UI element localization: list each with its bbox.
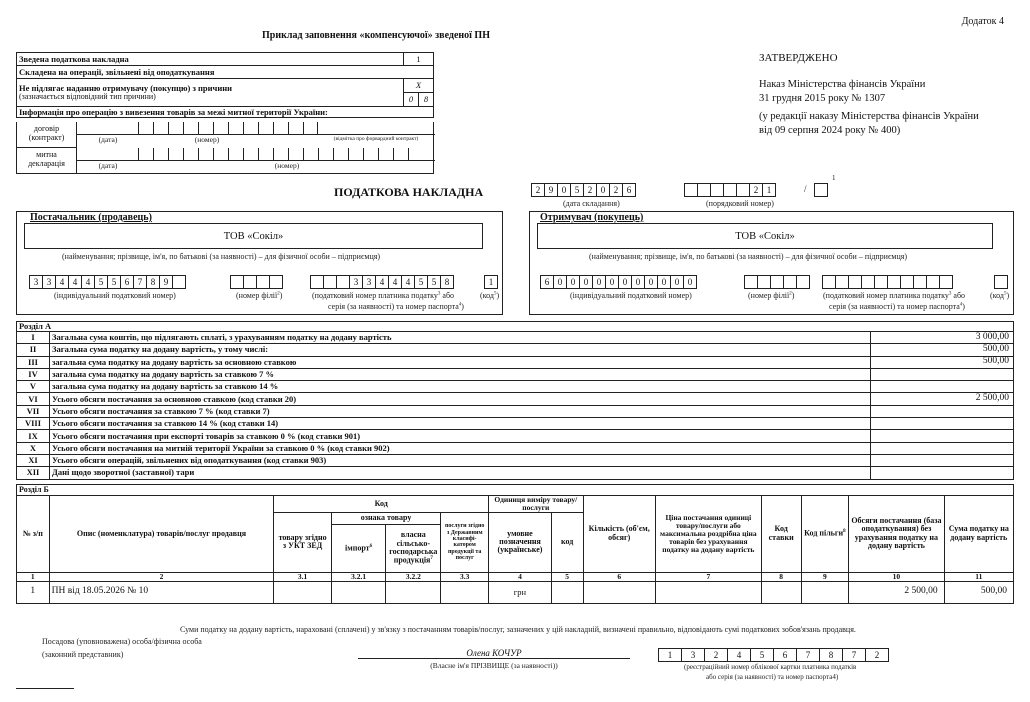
row-cell[interactable] xyxy=(551,581,583,603)
consolidated-invoice-label: Зведена податкова накладна xyxy=(17,53,404,66)
contract-number-caption: (номер) xyxy=(194,135,220,144)
column-number: 10 xyxy=(849,572,944,581)
tax-digit[interactable]: 3 xyxy=(349,275,363,289)
addendum-label: Додаток 4 xyxy=(961,16,1004,27)
seller-code-cell[interactable]: 1 xyxy=(484,275,498,289)
ipn-digit[interactable]: 0 xyxy=(579,275,593,289)
seller-code-caption: (код$^5$) xyxy=(480,291,500,300)
row-cell[interactable] xyxy=(331,581,386,603)
section-a-row xyxy=(17,344,1014,356)
ipn-digit[interactable]: 4 xyxy=(55,275,69,289)
tax-digit[interactable]: 3 xyxy=(362,275,376,289)
reg-caption-2: або серія (за наявності) та номер паспорта4) xyxy=(706,673,839,681)
number-branch-cell[interactable] xyxy=(814,183,828,197)
ipn-digit[interactable]: 0 xyxy=(683,275,697,289)
row-cell[interactable] xyxy=(441,581,489,603)
reg-digit[interactable]: 2 xyxy=(865,648,889,662)
date-digit[interactable]: 5 xyxy=(570,183,584,197)
contract-label: договір (контракт) xyxy=(17,122,77,148)
row-unit[interactable]: грн xyxy=(489,581,552,603)
section-a-row xyxy=(17,356,1014,368)
number-slash: / xyxy=(804,184,807,194)
section-a-row-value[interactable]: 500,00 xyxy=(871,356,1014,368)
invoice-type-table xyxy=(16,52,434,118)
col-volume-header: Обсяги постачання (база оподаткування) без урахування податку на додану вартість xyxy=(849,496,944,573)
reg-digit[interactable]: 7 xyxy=(842,648,866,662)
ipn-digit[interactable]: 6 xyxy=(120,275,134,289)
tax-digit[interactable]: 5 xyxy=(427,275,441,289)
ipn-digit[interactable] xyxy=(172,275,186,289)
column-number: 1 xyxy=(17,572,50,581)
section-a-row-value[interactable]: 3 000,00 xyxy=(871,332,1014,344)
section-a-row-value[interactable] xyxy=(871,467,1014,479)
ipn-digit[interactable]: 5 xyxy=(107,275,121,289)
column-number: 3.1 xyxy=(274,572,331,581)
edition-line-1: (у редакції наказу Міністерства фінансів України xyxy=(759,111,979,122)
col-num-header: № з/п xyxy=(17,496,50,573)
customs-date-caption: (дата) xyxy=(98,161,118,170)
export-details-grid xyxy=(16,122,434,174)
ipn-digit[interactable]: 3 xyxy=(29,275,43,289)
number-digit[interactable] xyxy=(723,183,737,197)
ipn-digit[interactable]: 4 xyxy=(68,275,82,289)
not-provided-label: Не підлягає наданню отримувачу (покупцю) з причини xyxy=(19,82,233,93)
section-a-title: Розділ А xyxy=(17,322,1014,332)
section-a-row-label: Усього обсяги постачання за ставкою 7 % (код ставки 7) xyxy=(50,405,871,417)
date-caption: (дата складання) xyxy=(563,199,620,208)
section-a-row-num: ІІ xyxy=(17,344,50,356)
section-a-row-num: XII xyxy=(17,467,50,479)
example-title: Приклад заповнення «компенсуючої» зведеної ПН xyxy=(262,30,490,41)
section-a-table xyxy=(16,321,1014,480)
section-b-table xyxy=(16,484,1014,604)
buyer-code-caption: (код$^5$) xyxy=(990,291,1010,300)
customs-cells[interactable] xyxy=(77,148,435,161)
tax-digit[interactable]: 8 xyxy=(440,275,454,289)
order-line-2: 31 грудня 2015 року № 1307 xyxy=(759,93,886,104)
number-digit[interactable] xyxy=(736,183,750,197)
row-cell[interactable] xyxy=(583,581,655,603)
ipn-digit[interactable]: 0 xyxy=(605,275,619,289)
reg-digit[interactable]: 8 xyxy=(819,648,843,662)
signer-caption: (Власне ім'я ПРІЗВИЩЕ (за наявності)) xyxy=(430,661,558,670)
position-line-2: (законний представник) xyxy=(42,650,124,659)
row-num[interactable]: 1 xyxy=(17,581,50,603)
seller-tax-number-cells[interactable] xyxy=(310,275,453,289)
section-a-row-label: Усього обсяги постачання за ставкою 14 % (код ставки 14) xyxy=(50,418,871,430)
col-unit-name-header: умовне позначення (українське) xyxy=(489,512,552,572)
date-digit[interactable]: 2 xyxy=(583,183,597,197)
date-digit[interactable]: 0 xyxy=(557,183,571,197)
number-suffix: 1 xyxy=(832,174,836,182)
footer-note: Суми податку на додану вартість, нараховані (сплачені) у зв'язку з постачанням товарів/послуг, зазначених у цій накладній, визначені правильно, відповідають сумі податкових зобов'язань продавця. xyxy=(180,625,856,634)
seller-tax-caption-2: серія (за наявності) та номер паспорта$^4$) xyxy=(328,302,464,311)
section-a-row xyxy=(17,467,1014,479)
seller-ipn-cells[interactable] xyxy=(29,275,185,289)
column-number: 2 xyxy=(49,572,274,581)
column-numbers-row xyxy=(17,572,1014,581)
not-provided-x[interactable]: Х xyxy=(404,79,434,93)
section-a-row-label: Загальна сума коштів, що підлягають сплаті, з урахуванням податку на додану вартість xyxy=(50,332,871,344)
number-digit[interactable]: 1 xyxy=(762,183,776,197)
buyer-heading: Отримувач (покупець) xyxy=(540,212,644,223)
column-number: 3.3 xyxy=(441,572,489,581)
reg-caption-1: (реєстраційний номер облікової картки платника податків xyxy=(684,663,857,671)
col-qty-header: Кількість (об'єм, обсяг) xyxy=(583,496,655,573)
col-unit-header: Одиниця виміру товару/послуги xyxy=(489,496,583,513)
row-desc[interactable]: ПН від 18.05.2026 № 10 xyxy=(49,581,274,603)
contract-date-caption: (дата) xyxy=(98,135,118,144)
ipn-digit[interactable]: 0 xyxy=(566,275,580,289)
ipn-digit[interactable]: 0 xyxy=(618,275,632,289)
table-row xyxy=(17,581,1014,603)
col-rate-header: Код ставки xyxy=(761,496,801,573)
section-a-row-num: ІІІ xyxy=(17,356,50,368)
ipn-digit[interactable]: 8 xyxy=(146,275,160,289)
section-a-row-num: І xyxy=(17,332,50,344)
row-cell[interactable] xyxy=(655,581,761,603)
section-a-row xyxy=(17,405,1014,417)
row-volume[interactable]: 2 500,00 xyxy=(849,581,944,603)
section-a-row-label: Усього обсяги операцій, звільнених від оподаткування (код ставки 903) xyxy=(50,454,871,466)
seller-branch-caption: (номер філії$^2$) xyxy=(236,291,283,300)
number-digit[interactable] xyxy=(710,183,724,197)
column-number: 7 xyxy=(655,572,761,581)
section-a-row-value[interactable] xyxy=(871,442,1014,454)
section-a-row-label: Усього обсяги постачання при експорті товарів за ставкою 0 % (код ставки 901) xyxy=(50,430,871,442)
date-digit[interactable]: 6 xyxy=(622,183,636,197)
reg-digit[interactable]: 7 xyxy=(796,648,820,662)
seller-heading: Постачальник (продавець) xyxy=(30,212,152,223)
tax-digit[interactable] xyxy=(310,275,324,289)
reg-digit[interactable]: 3 xyxy=(681,648,705,662)
number-digit[interactable] xyxy=(684,183,698,197)
ipn-digit[interactable]: 0 xyxy=(631,275,645,289)
col-code-header: Код xyxy=(274,496,489,513)
section-a-row-value[interactable] xyxy=(871,454,1014,466)
tax-digit[interactable] xyxy=(336,275,350,289)
col-price-header: Ціна постачання одиниці товару/послуги або максимальна роздрібна ціна товарів без урахування податку на додану вартість xyxy=(655,496,761,573)
date-digit[interactable]: 2 xyxy=(531,183,545,197)
column-number: 11 xyxy=(944,572,1013,581)
column-number: 5 xyxy=(551,572,583,581)
ipn-digit[interactable]: 5 xyxy=(94,275,108,289)
section-a-row-label: загальна сума податку на додану вартість за ставкою 7 % xyxy=(50,368,871,380)
buyer-tax-caption: (податковий номер платника податку$^3$ або xyxy=(823,291,966,300)
reg-digit[interactable]: 4 xyxy=(727,648,751,662)
section-a-row-num: VI xyxy=(17,393,50,405)
signer-name[interactable]: Олена КОЧУР xyxy=(358,648,630,659)
section-a-row-value[interactable] xyxy=(871,381,1014,393)
section-a-row xyxy=(17,393,1014,405)
tax-digit[interactable]: 4 xyxy=(401,275,415,289)
section-a-row xyxy=(17,418,1014,430)
ipn-digit[interactable]: 7 xyxy=(133,275,147,289)
section-a-row-label: Дані щодо зворотної (заставної) тари xyxy=(50,467,871,479)
invoice-title: ПОДАТКОВА НАКЛАДНА xyxy=(334,185,484,199)
buyer-name[interactable]: ТОВ «Сокіл» xyxy=(537,223,993,249)
buyer-tax-caption-2: серія (за наявності) та номер паспорта$^4$) xyxy=(829,302,965,311)
reason-code-1[interactable]: 0 xyxy=(404,93,419,107)
number-digit[interactable] xyxy=(697,183,711,197)
column-number: 4 xyxy=(489,572,552,581)
section-a-row-label: Усього обсяги постачання на митній території України за ставкою 0 % (код ставки 902) xyxy=(50,442,871,454)
section-a-row xyxy=(17,368,1014,380)
ipn-digit[interactable]: 3 xyxy=(42,275,56,289)
buyer-tax-number-cells[interactable] xyxy=(822,275,952,289)
section-a-row-num: IV xyxy=(17,368,50,380)
section-a-row-num: IX xyxy=(17,430,50,442)
reg-digit[interactable]: 5 xyxy=(750,648,774,662)
reg-digit[interactable]: 2 xyxy=(704,648,728,662)
buyer-ipn-cells[interactable] xyxy=(540,275,696,289)
ipn-digit[interactable]: 0 xyxy=(670,275,684,289)
column-number: 3.2.1 xyxy=(331,572,386,581)
export-info-label: Інформація про операцію з вивезення товарів за межі митної території України: xyxy=(17,107,434,118)
section-a-row xyxy=(17,442,1014,454)
date-digit[interactable]: 9 xyxy=(544,183,558,197)
reg-digit[interactable]: 6 xyxy=(773,648,797,662)
col-import-header: імпорт$^6$ xyxy=(331,524,386,572)
seller-name-caption: (найменування; прізвище, ім'я, по батькові (за наявності) – для фізичної особи – підприємця) xyxy=(62,252,381,261)
section-a-row-num: VII xyxy=(17,405,50,417)
seller-name[interactable]: ТОВ «Сокіл» xyxy=(24,223,483,249)
invoice-number-cells[interactable] xyxy=(684,183,775,197)
exempt-operations-label: Складена на операції, звільнені від оподаткування xyxy=(17,66,434,79)
row-cell[interactable] xyxy=(761,581,801,603)
edition-line-2: від 09 серпня 2024 року № 400) xyxy=(759,125,901,136)
ipn-digit[interactable]: 0 xyxy=(657,275,671,289)
col-uktzed-header: товару згідно з УКТ ЗЕД xyxy=(274,512,331,572)
invoice-date-cells[interactable] xyxy=(531,183,635,197)
column-number: 8 xyxy=(761,572,801,581)
ipn-digit[interactable]: 9 xyxy=(159,275,173,289)
row-cell[interactable] xyxy=(274,581,331,603)
column-number: 6 xyxy=(583,572,655,581)
row-cell[interactable] xyxy=(801,581,849,603)
tax-digit[interactable]: 5 xyxy=(414,275,428,289)
ipn-digit[interactable]: 0 xyxy=(553,275,567,289)
ipn-digit[interactable]: 4 xyxy=(81,275,95,289)
col-benefit-header: Код пільги$^8$ xyxy=(801,496,849,573)
reg-number-cells[interactable] xyxy=(658,648,888,662)
section-a-row xyxy=(17,381,1014,393)
section-a-row-value[interactable] xyxy=(871,430,1014,442)
row-cell[interactable] xyxy=(386,581,441,603)
customs-label: митна декларація xyxy=(17,148,77,174)
buyer-name-caption: (найменування; прізвище, ім'я, по батькові (за наявності) – для фізичної особи – підприємця) xyxy=(589,252,908,261)
row-vat[interactable]: 500,00 xyxy=(944,581,1013,603)
reason-code-2[interactable]: 8 xyxy=(419,93,434,107)
section-a-row-label: Усього обсяги постачання за основною ставкою (код ставки 20) xyxy=(50,393,871,405)
customs-number-caption: (номер) xyxy=(274,161,300,170)
forwarding-caption: (відмітка про форвардний контракт) xyxy=(333,136,419,142)
seller-tax-caption: (податковий номер платника податку$^3$ або xyxy=(312,291,455,300)
section-b-title: Розділ Б xyxy=(17,485,1014,496)
col-service-header: послуги згідно з Державним класифі-катором продукції та послуг xyxy=(441,512,489,572)
col-unit-code-header: код xyxy=(551,512,583,572)
section-a-row-label: загальна сума податку на додану вартість за ставкою 14 % xyxy=(50,381,871,393)
section-a-row-value[interactable]: 2 500,00 xyxy=(871,393,1014,405)
contract-cells[interactable] xyxy=(77,122,435,135)
not-provided-reason xyxy=(17,79,404,107)
not-provided-sub: (зазначається відповідний тип причини) xyxy=(19,91,156,101)
section-a-row-value[interactable] xyxy=(871,418,1014,430)
col-vat-header: Сума податку на додану вартість xyxy=(944,496,1013,573)
number-caption: (порядковий номер) xyxy=(706,199,774,208)
ipn-digit[interactable]: 6 xyxy=(540,275,554,289)
buyer-branch-cells[interactable] xyxy=(744,275,809,289)
footnote-separator xyxy=(16,688,74,689)
section-a-row xyxy=(17,430,1014,442)
tax-digit[interactable]: 4 xyxy=(388,275,402,289)
section-a-row-label: Загальна сума податку на додану вартість, у тому числі: xyxy=(50,344,871,356)
section-a-row-num: V xyxy=(17,381,50,393)
approved-label: ЗАТВЕРДЖЕНО xyxy=(759,52,838,64)
buyer-branch-caption: (номер філії$^2$) xyxy=(748,291,795,300)
section-a-row xyxy=(17,332,1014,344)
ipn-digit[interactable]: 0 xyxy=(644,275,658,289)
position-line-1: Посадова (уповноважена) особа/фізична особа xyxy=(42,637,202,646)
section-a-row-label: загальна сума податку на додану вартість за основною ставкою xyxy=(50,356,871,368)
tax-digit[interactable]: 4 xyxy=(375,275,389,289)
col-desc-header: Опис (номенклатура) товарів/послуг продавця xyxy=(49,496,274,573)
buyer-code-cell[interactable] xyxy=(994,275,1008,289)
section-a-row-num: XI xyxy=(17,454,50,466)
section-a-row-value[interactable]: 500,00 xyxy=(871,344,1014,356)
col-goods-sign-header: ознака товару xyxy=(331,512,441,524)
number-digit[interactable]: 2 xyxy=(749,183,763,197)
column-number: 9 xyxy=(801,572,849,581)
seller-ipn-caption: (індивідуальний податковий номер) xyxy=(54,291,176,300)
column-number: 3.2.2 xyxy=(386,572,441,581)
col-own-header: власна сільсько-господарська продукція$^7$ xyxy=(386,524,441,572)
date-digit[interactable]: 0 xyxy=(596,183,610,197)
date-digit[interactable]: 2 xyxy=(609,183,623,197)
ipn-digit[interactable]: 0 xyxy=(592,275,606,289)
reg-digit[interactable]: 1 xyxy=(658,648,682,662)
tax-digit[interactable] xyxy=(323,275,337,289)
consolidated-invoice-value[interactable]: 1 xyxy=(404,53,434,66)
buyer-ipn-caption: (індивідуальний податковий номер) xyxy=(570,291,692,300)
seller-branch-cells[interactable] xyxy=(230,275,282,289)
section-a-row-num: X xyxy=(17,442,50,454)
section-a-row-value[interactable] xyxy=(871,368,1014,380)
section-a-row-value[interactable] xyxy=(871,405,1014,417)
section-a-row-num: VIII xyxy=(17,418,50,430)
order-line-1: Наказ Міністерства фінансів України xyxy=(759,79,926,90)
section-a-row xyxy=(17,454,1014,466)
